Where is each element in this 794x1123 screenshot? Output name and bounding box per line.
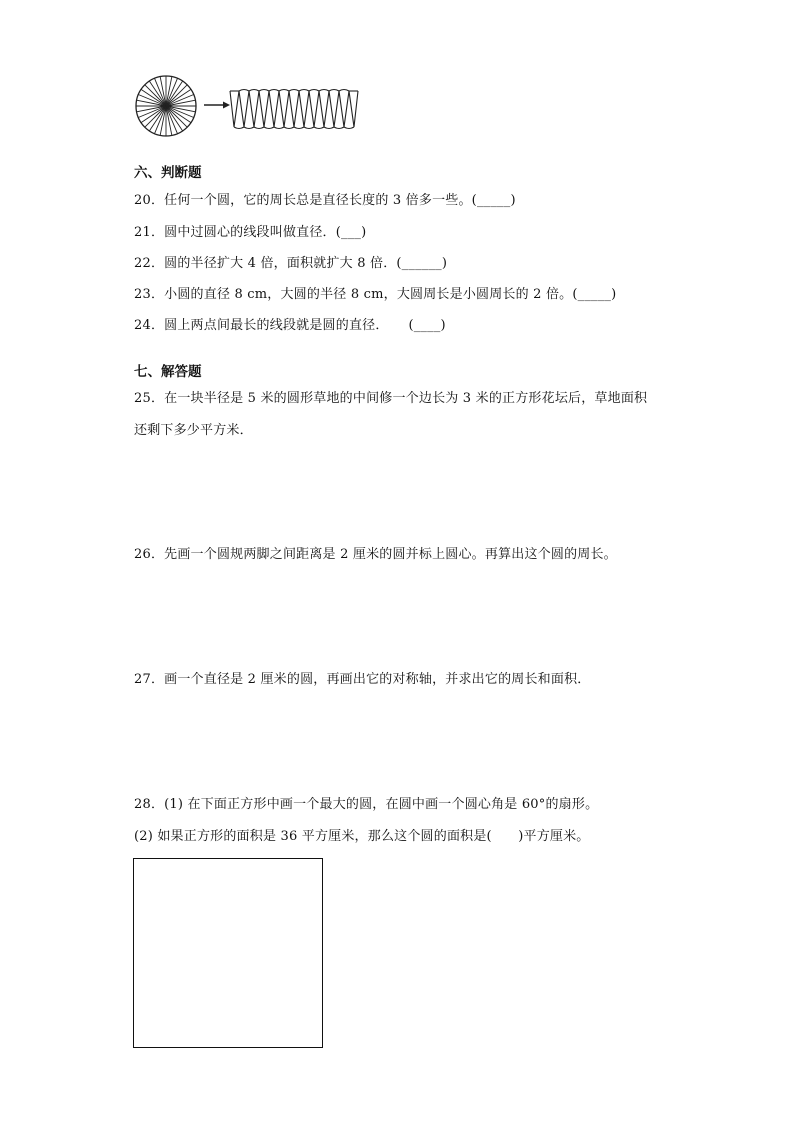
question-27: 27．画一个直径是 2 厘米的圆，再画出它的对称轴，并求出它的周长和面积． xyxy=(134,672,591,687)
strip-left-edge xyxy=(230,91,234,127)
question-28-part-1: 28．(1) 在下面正方形中画一个最大的圆，在圆中画一个圆心角是 60°的扇形。 xyxy=(134,797,599,812)
strip-right-edge xyxy=(354,91,358,127)
answer-square-box xyxy=(133,858,323,1048)
strip-zigzag xyxy=(234,91,354,127)
section-title-judge: 六、判断题 xyxy=(134,165,202,181)
question-25-line-1: 25．在一块半径是 5 米的圆形草地的中间修一个边长为 3 米的正方形花坛后，草地面积 xyxy=(134,391,648,406)
circle-to-strip-illustration xyxy=(130,72,370,142)
question-21: 21．圆中过圆心的线段叫做直径．(___) xyxy=(134,225,367,240)
question-20: 20．任何一个圆，它的周长总是直径长度的 3 倍多一些。(_____) xyxy=(134,193,516,208)
strip-bottom-edge xyxy=(234,127,354,129)
arrow-icon xyxy=(204,102,230,109)
question-22: 22．圆的半径扩大 4 倍，面积就扩大 8 倍．(______) xyxy=(134,256,448,271)
question-25-line-2: 还剩下多少平方米． xyxy=(134,423,253,438)
sector-strip-figure xyxy=(230,90,358,129)
question-24: 24．圆上两点间最长的线段就是圆的直径． (____) xyxy=(134,318,446,333)
question-23: 23．小圆的直径 8 cm，大圆的半径 8 cm，大圆周长是小圆周长的 2 倍。(_____) xyxy=(134,287,617,302)
question-26: 26．先画一个圆规两脚之间距离是 2 厘米的圆并标上圆心。再算出这个圆的周长。 xyxy=(134,547,617,562)
strip-top-edge xyxy=(239,90,349,92)
question-28-part-2: (2) 如果正方形的面积是 36 平方厘米，那么这个圆的面积是( )平方厘米。 xyxy=(134,829,590,844)
section-title-answer: 七、解答题 xyxy=(134,364,202,380)
sector-circle-figure xyxy=(136,76,196,136)
